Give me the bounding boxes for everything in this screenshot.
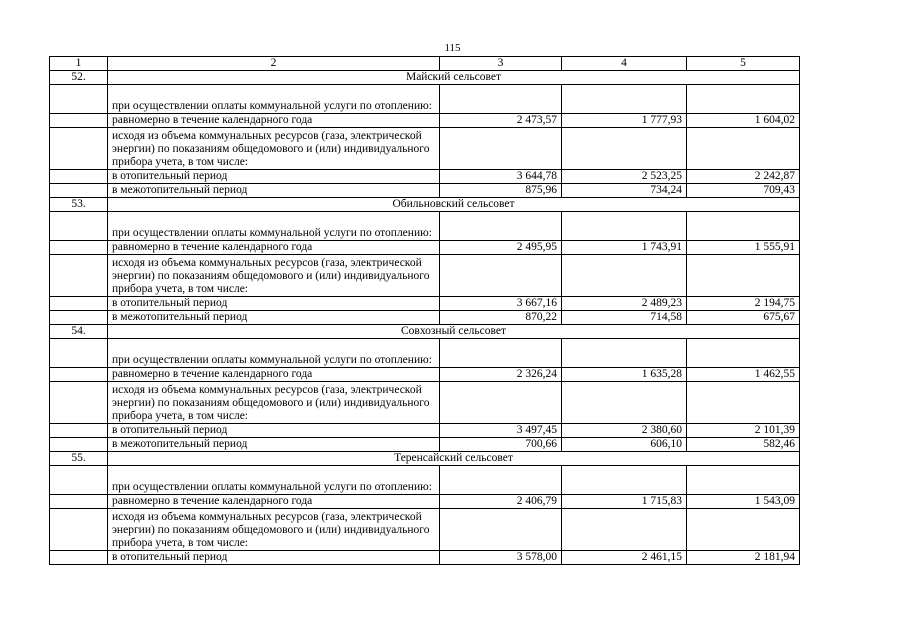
value-col-5: 1 543,09 [687,495,800,509]
value-col-5 [687,128,800,170]
row-number-cell [50,509,108,551]
value-col-4: 1 743,91 [562,241,687,255]
table-row [50,509,800,551]
value-col-3 [440,128,562,170]
value-col-3 [440,85,562,114]
table-row [50,184,800,198]
value-col-3 [440,339,562,368]
value-col-4: 2 461,15 [562,551,687,565]
section-number: 54. [50,325,108,339]
row-number-cell [50,382,108,424]
value-col-3: 3 578,00 [440,551,562,565]
value-col-3: 700,66 [440,438,562,452]
value-col-4 [562,509,687,551]
row-number-cell [50,255,108,297]
table-row [50,114,800,128]
value-col-5: 1 462,55 [687,368,800,382]
section-row [50,198,800,212]
row-label: равномерно в течение календарного года [108,495,440,509]
value-col-4 [562,382,687,424]
value-col-4: 2 523,25 [562,170,687,184]
value-col-5: 2 242,87 [687,170,800,184]
row-number-cell [50,551,108,565]
value-col-4: 1 777,93 [562,114,687,128]
header-col-5: 5 [687,57,800,71]
table-row [50,311,800,325]
value-col-3 [440,509,562,551]
table-row [50,466,800,495]
row-label: равномерно в течение календарного года [108,241,440,255]
row-label: исходя из объема коммунальных ресурсов (газа, электрической энергии) по показаниям общедомового и (или) индивидуального прибора учета, в том числе: [108,382,440,424]
value-col-5: 709,43 [687,184,800,198]
section-number: 52. [50,71,108,85]
row-number-cell [50,114,108,128]
row-label: исходя из объема коммунальных ресурсов (газа, электрической энергии) по показаниям общедомового и (или) индивидуального прибора учета, в том числе: [108,509,440,551]
value-col-3 [440,466,562,495]
table-row [50,438,800,452]
section-number: 53. [50,198,108,212]
table-row [50,368,800,382]
row-label: в межотопительный период [108,184,440,198]
value-col-4: 2 489,23 [562,297,687,311]
row-number-cell [50,438,108,452]
row-number-cell [50,297,108,311]
section-row [50,71,800,85]
value-col-3: 870,22 [440,311,562,325]
value-col-3 [440,255,562,297]
value-col-5 [687,382,800,424]
row-number-cell [50,85,108,114]
value-col-5: 675,67 [687,311,800,325]
value-col-4: 1 635,28 [562,368,687,382]
row-number-cell [50,311,108,325]
row-number-cell [50,368,108,382]
row-label: при осуществлении оплаты коммунальной услуги по отоплению: [108,339,440,368]
header-col-1: 1 [50,57,108,71]
table-row [50,212,800,241]
value-col-4 [562,339,687,368]
value-col-4 [562,212,687,241]
table-row [50,297,800,311]
value-col-4: 2 380,60 [562,424,687,438]
row-number-cell [50,339,108,368]
header-col-2: 2 [108,57,440,71]
row-label: исходя из объема коммунальных ресурсов (газа, электрической энергии) по показаниям общедомового и (или) индивидуального прибора учета, в том числе: [108,128,440,170]
table-row [50,255,800,297]
value-col-5 [687,212,800,241]
value-col-3: 2 406,79 [440,495,562,509]
table-row [50,551,800,565]
table-row [50,424,800,438]
row-label: в межотопительный период [108,311,440,325]
value-col-5: 1 555,91 [687,241,800,255]
value-col-3 [440,212,562,241]
table-body [50,57,800,565]
tariff-table [49,56,800,565]
row-label: при осуществлении оплаты коммунальной услуги по отоплению: [108,85,440,114]
table-row [50,339,800,368]
section-number: 55. [50,452,108,466]
row-label: в отопительный период [108,424,440,438]
value-col-5 [687,85,800,114]
row-label: при осуществлении оплаты коммунальной услуги по отоплению: [108,466,440,495]
value-col-3: 2 495,95 [440,241,562,255]
header-col-3: 3 [440,57,562,71]
value-col-5: 582,46 [687,438,800,452]
row-number-cell [50,212,108,241]
section-title: Обильновский сельсовет [108,198,800,212]
row-number-cell [50,466,108,495]
value-col-4: 714,58 [562,311,687,325]
table-row [50,241,800,255]
value-col-5 [687,255,800,297]
value-col-4: 606,10 [562,438,687,452]
table-row [50,128,800,170]
value-col-3: 3 497,45 [440,424,562,438]
row-number-cell [50,184,108,198]
value-col-4 [562,466,687,495]
row-number-cell [50,128,108,170]
table-row [50,170,800,184]
section-title: Майский сельсовет [108,71,800,85]
section-title: Теренсайский сельсовет [108,452,800,466]
row-number-cell [50,424,108,438]
row-label: равномерно в течение календарного года [108,368,440,382]
table-row [50,495,800,509]
header-col-4: 4 [562,57,687,71]
value-col-5: 1 604,02 [687,114,800,128]
section-row [50,325,800,339]
table-row [50,382,800,424]
row-label: равномерно в течение календарного года [108,114,440,128]
value-col-4: 734,24 [562,184,687,198]
value-col-5 [687,339,800,368]
row-number-cell [50,170,108,184]
table-row [50,85,800,114]
section-title: Совхозный сельсовет [108,325,800,339]
value-col-5 [687,509,800,551]
page-number: 115 [444,42,461,54]
value-col-4 [562,128,687,170]
row-label: в отопительный период [108,297,440,311]
value-col-3 [440,382,562,424]
value-col-4 [562,255,687,297]
section-row [50,452,800,466]
value-col-5: 2 194,75 [687,297,800,311]
value-col-4: 1 715,83 [562,495,687,509]
value-col-4 [562,85,687,114]
value-col-3: 3 644,78 [440,170,562,184]
value-col-5: 2 101,39 [687,424,800,438]
value-col-5 [687,466,800,495]
row-number-cell [50,241,108,255]
value-col-3: 2 326,24 [440,368,562,382]
row-label: в межотопительный период [108,438,440,452]
value-col-3: 875,96 [440,184,562,198]
value-col-3: 3 667,16 [440,297,562,311]
row-label: в отопительный период [108,551,440,565]
value-col-3: 2 473,57 [440,114,562,128]
value-col-5: 2 181,94 [687,551,800,565]
row-label: при осуществлении оплаты коммунальной услуги по отоплению: [108,212,440,241]
row-number-cell [50,495,108,509]
row-label: в отопительный период [108,170,440,184]
row-label: исходя из объема коммунальных ресурсов (газа, электрической энергии) по показаниям общедомового и (или) индивидуального прибора учета, в том числе: [108,255,440,297]
header-row [50,57,800,71]
